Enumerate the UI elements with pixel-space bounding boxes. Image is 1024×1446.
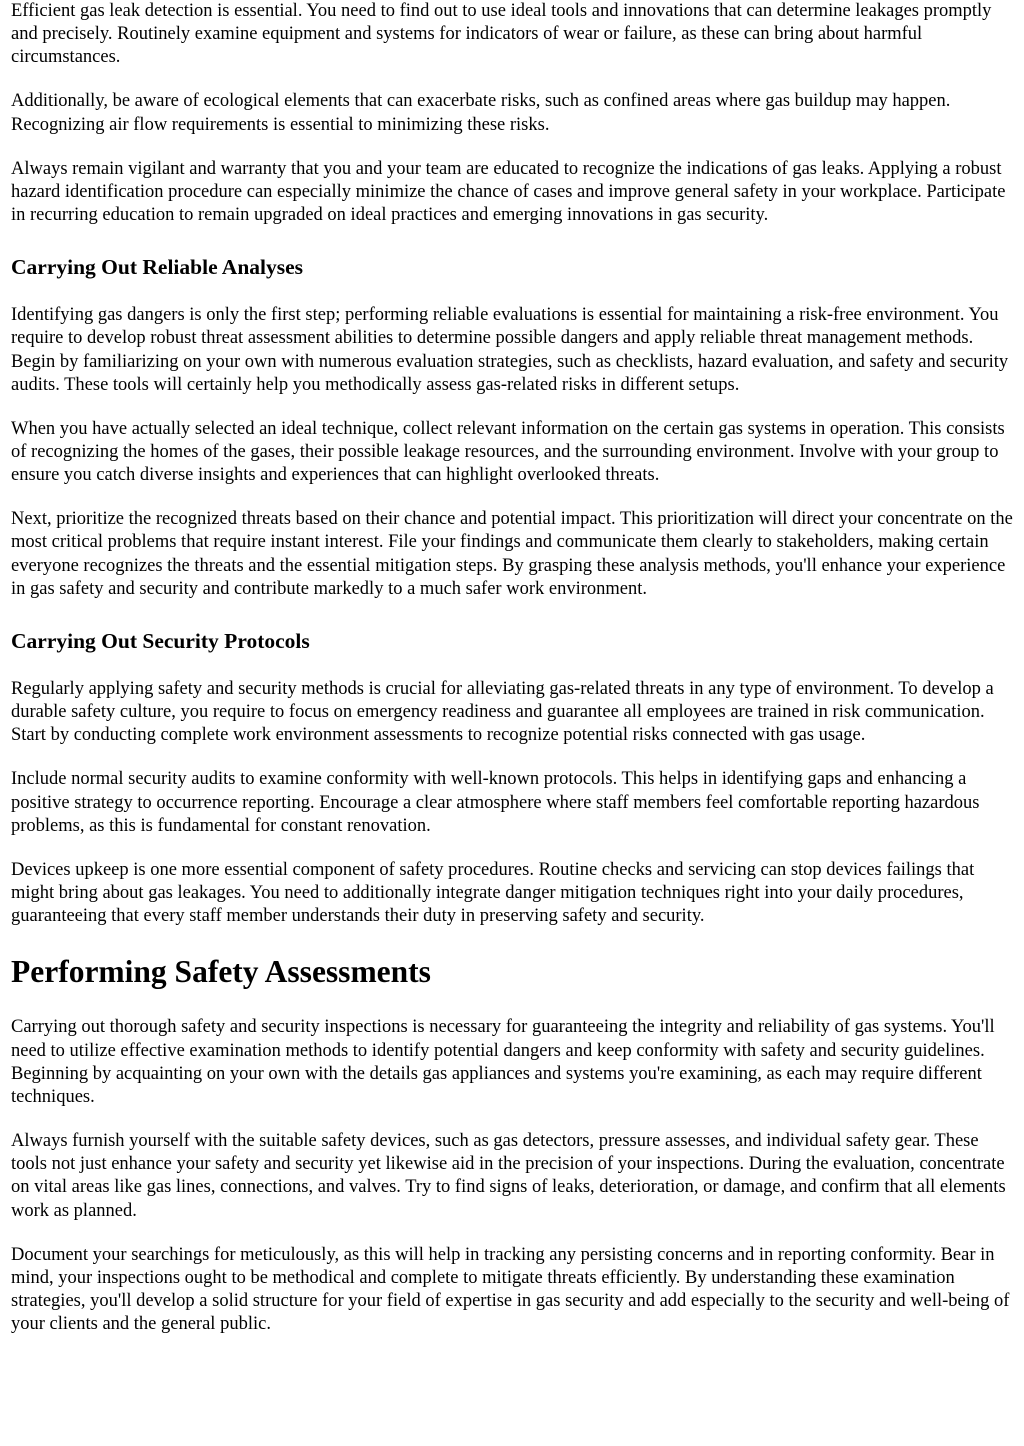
assessments-paragraph-1: Carrying out thorough safety and security inspections is necessary for guaranteeing the integrity and reliability of gas systems. You'll need to utilize effective examination methods to identify potential dangers and keep conformity with safety and security guidelines. Beginning by acquainting on your own with the details gas appliances and systems you're examining, as each may require different techniques. [11, 1017, 995, 1108]
article-body [11, 0, 1015, 1337]
analyses-paragraph-2: When you have actually selected an ideal technique, collect relevant information on the certain gas systems in operation. This consists of recognizing the homes of the gases, their possible leakage resources, and the surrounding environment. Involve with your group to ensure you catch diverse insights and experiences that can highlight overlooked threats. [11, 418, 1005, 486]
protocols-paragraph-3: Devices upkeep is one more essential component of safety procedures. Routine checks and servicing can stop devices failings that might bring about gas leakages. You need to additionally integrate danger mitigation techniques right into your daily procedures, guaranteeing that every staff member understands their duty in preserving safety and security. [11, 859, 975, 927]
assessments-section [11, 954, 1015, 1336]
protocols-section [11, 628, 1015, 928]
assessments-paragraph-3: Document your searchings for meticulously, as this will help in tracking any persisting concerns and in reporting conformity. Bear in mind, your inspections ought to be methodical and complete to mitigate threats efficiently. By understanding these examination strategies, you'll develop a solid structure for your field of expertise in gas security and add especially to the security and well-being of your clients and the general public. [11, 1244, 1010, 1335]
analyses-section [11, 254, 1015, 601]
protocols-paragraph-2: Include normal security audits to examine conformity with well-known protocols. This helps in identifying gaps and enhancing a positive strategy to occurrence reporting. Encourage a clear atmosphere where staff members feel comfortable reporting hazardous problems, as this is fundamental for constant renovation. [11, 769, 980, 836]
assessments-paragraph-2: Always furnish yourself with the suitable safety devices, such as gas detectors, pressure assesses, and individual safety gear. These tools not just enhance your safety and security yet likewise aid in the precision of your inspections. During the evaluation, concentrate on vital areas like gas lines, connections, and valves. Try to find signs of leaks, deterioration, or damage, and confirm that all elements work as planned. [11, 1131, 1006, 1221]
intro-section [11, 0, 1015, 227]
analyses-paragraph-1: Identifying gas dangers is only the first step; performing reliable evaluations is essential for maintaining a risk-free environment. You require to develop robust threat assessment abilities to determine possible dangers and apply reliable threat management methods. Begin by familiarizing on your own with numerous evaluation strategies, such as checklists, hazard evaluation, and safety and security audits. These tools will certainly help you methodically assess gas-related risks in different setups. [11, 305, 1009, 395]
intro-paragraph-3: Always remain vigilant and warranty that you and your team are educated to recognize the indications of gas leaks. Applying a robust hazard identification procedure can especially minimize the chance of cases and improve general safety in your workplace. Participate in recurring education to remain upgraded on ideal practices and emerging innovations in gas security. [11, 158, 1006, 226]
analyses-heading: Carrying Out Reliable Analyses [11, 255, 304, 280]
intro-paragraph-1: Efficient gas leak detection is essential. You need to find out to use ideal tools and innovations that can determine leakages promptly and precisely. Routinely examine equipment and systems for indicators of wear or failure, as these can bring about harmful circumstances. [11, 1, 992, 68]
protocols-paragraph-1: Regularly applying safety and security methods is crucial for alleviating gas-related threats in any type of environment. To develop a durable safety culture, you require to focus on emergency readiness and guarantee all employees are trained in risk communication. Start by conducting complete work environment assessments to recognize potential risks connected with gas usage. [11, 679, 994, 746]
assessments-heading: Performing Safety Assessments [11, 954, 431, 990]
protocols-heading: Carrying Out Security Protocols [11, 629, 310, 654]
intro-paragraph-2: Additionally, be aware of ecological elements that can exacerbate risks, such as confined areas where gas buildup may happen. Recognizing air flow requirements is essential to minimizing these risks. [11, 91, 951, 135]
analyses-paragraph-3: Next, prioritize the recognized threats based on their chance and potential impact. This prioritization will direct your concentrate on the most critical problems that require instant interest. File your findings and communicate them clearly to stakeholders, making certain everyone recognizes the threats and the essential mitigation steps. By grasping these analysis methods, you'll enhance your experience in gas safety and security and contribute markedly to a much safer work environment. [11, 509, 1013, 599]
